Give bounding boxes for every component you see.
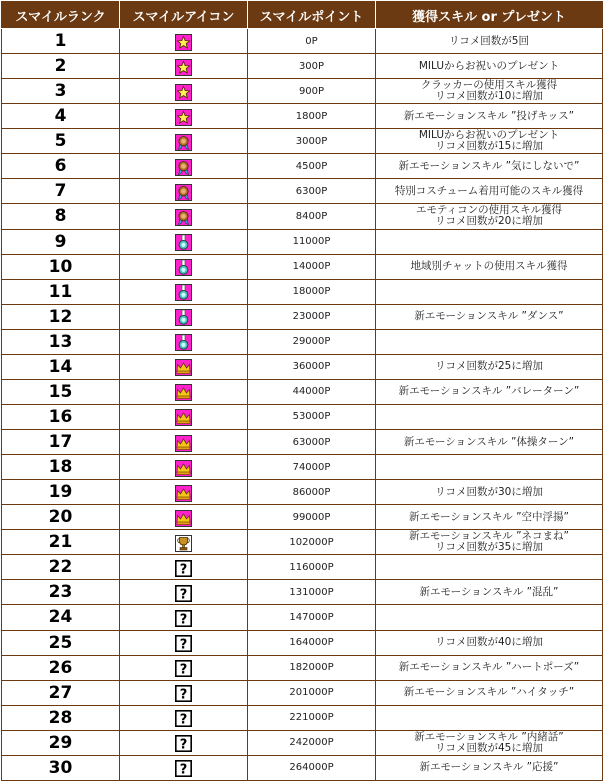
skill-or-present-cell [376,755,603,780]
smile-icon-cell [120,204,248,229]
smile-points-cell: 102000P [248,530,376,555]
medal-strap-icon [175,284,192,301]
medal-ribbon-icon [175,209,192,226]
smile-icon-cell [120,354,248,379]
skill-text: 新エモーションスキル ”応援” [419,761,559,774]
smile-rank-cell: 20 [2,505,120,530]
smile-points-cell: 264000P [248,755,376,780]
skill-or-present-cell [376,329,603,354]
smile-points-cell: 221000P [248,705,376,730]
star-icon [175,84,192,101]
smile-rank-cell: 30 [2,755,120,780]
table-row [2,630,603,655]
smile-rank-cell: 3 [2,79,120,104]
skill-text: MILUからお祝いのプレゼント [418,59,560,72]
skill-or-present-cell [376,705,603,730]
smile-rank-cell: 8 [2,204,120,229]
question-icon [175,635,192,652]
smile-points-cell: 99000P [248,505,376,530]
crown-icon [175,409,192,426]
skill-or-present-cell [376,505,603,530]
table-row [2,229,603,254]
smile-rank-cell: 29 [2,730,120,755]
table-row [2,379,603,404]
table-row [2,730,603,755]
smile-rank-cell: 5 [2,129,120,154]
smile-icon-cell [120,229,248,254]
skill-text: リコメ回数が5回 [449,34,529,47]
smile-points-cell: 23000P [248,304,376,329]
smile-rank-cell: 28 [2,705,120,730]
skill-text: MILUからお祝いのプレゼント [418,129,560,142]
skill-text: リコメ回数が25に増加 [435,360,543,373]
skill-or-present-cell [376,680,603,705]
table-row [2,29,603,54]
skill-text: 新エモーションスキル ”投げキッス” [403,109,575,122]
smile-rank-cell: 13 [2,329,120,354]
smile-points-cell: 4500P [248,154,376,179]
smile-points-cell: 147000P [248,605,376,630]
smile-rank-cell: 26 [2,655,120,680]
svg-text:?: ? [179,587,188,602]
smile-icon-cell [120,455,248,480]
smile-icon-cell [120,129,248,154]
question-icon [175,585,192,602]
smile-points-cell: 242000P [248,730,376,755]
medal-strap-icon [175,234,192,251]
svg-text:?: ? [179,712,188,728]
skill-or-present-cell [376,204,603,229]
question-icon [175,660,192,677]
smile-rank-cell: 21 [2,530,120,555]
smile-rank-cell: 22 [2,555,120,580]
star-icon [175,34,192,51]
smile-points-cell: 11000P [248,229,376,254]
smile-icon-cell [120,379,248,404]
table-row [2,480,603,505]
medal-strap-icon [175,334,192,351]
smile-icon-cell [120,29,248,54]
smile-points-cell: 36000P [248,354,376,379]
star-icon [175,59,192,76]
skill-or-present-cell [376,605,603,630]
table-row [2,329,603,354]
skill-or-present-cell [376,279,603,304]
skill-or-present-cell [376,29,603,54]
smile-rank-cell: 9 [2,229,120,254]
skill-text: 新エモーションスキル ”バレーターン” [398,385,580,398]
skill-or-present-cell [376,154,603,179]
smile-icon-cell [120,329,248,354]
smile-points-cell: 44000P [248,379,376,404]
crown-icon [175,435,192,452]
skill-text: リコメ回数が10に増加 [435,90,543,103]
skill-or-present-cell [376,430,603,455]
smile-points-cell: 6300P [248,179,376,204]
smile-icon-cell [120,680,248,705]
table-row [2,404,603,429]
svg-text:?: ? [179,763,188,778]
skill-text: リコメ回数が40に増加 [435,636,543,649]
skill-text: 特別コスチューム着用可能のスキル獲得 [394,184,584,197]
smile-rank-cell: 17 [2,430,120,455]
skill-or-present-cell [376,104,603,129]
smile-icon-cell [120,279,248,304]
skill-text: クラッカーの使用スキル獲得 [420,79,558,92]
crown-icon [175,359,192,376]
smile-icon-cell [120,705,248,730]
smile-points-cell: 300P [248,54,376,79]
skill-or-present-cell [376,580,603,605]
smile-rank-cell: 16 [2,404,120,429]
skill-text: 新エモーションスキル ”ダンス” [414,310,564,323]
smile-icon-cell [120,430,248,455]
table-row [2,254,603,279]
table-row [2,430,603,455]
smile-rank-cell: 7 [2,179,120,204]
smile-points-cell: 182000P [248,655,376,680]
header-smile-points: スマイルポイント [248,2,376,29]
skill-or-present-cell [376,304,603,329]
svg-text:?: ? [179,737,188,753]
header-smile-rank: スマイルランク [2,2,120,29]
skill-or-present-cell [376,354,603,379]
smile-points-cell: 3000P [248,129,376,154]
skill-or-present-cell [376,480,603,505]
smile-points-cell: 164000P [248,630,376,655]
skill-or-present-cell [376,630,603,655]
smile-rank-cell: 23 [2,580,120,605]
smile-icon-cell [120,655,248,680]
smile-rank-cell: 15 [2,379,120,404]
skill-text: 地域別チャットの使用スキル獲得 [410,260,568,273]
skill-or-present-cell [376,379,603,404]
table-row [2,555,603,580]
header-skill-or-present: 獲得スキル or プレゼント [376,2,603,29]
smile-points-cell: 131000P [248,580,376,605]
medal-ribbon-icon [175,184,192,201]
skill-or-present-cell [376,54,603,79]
skill-text: 新エモーションスキル ”混乱” [419,585,559,598]
smile-points-cell: 74000P [248,455,376,480]
smile-icon-cell [120,480,248,505]
smile-points-cell: 14000P [248,254,376,279]
smile-points-cell: 53000P [248,404,376,429]
smile-icon-cell [120,404,248,429]
crown-icon [175,384,192,401]
skill-or-present-cell [376,254,603,279]
skill-text: リコメ回数が35に増加 [435,541,543,554]
table-row [2,530,603,555]
table-row [2,655,603,680]
skill-or-present-cell [376,404,603,429]
table-row [2,129,603,154]
header-smile-icon: スマイルアイコン [120,2,248,29]
smile-points-cell: 63000P [248,430,376,455]
table-row [2,605,603,630]
smile-points-cell: 86000P [248,480,376,505]
question-icon [175,760,192,777]
smile-rank-cell: 27 [2,680,120,705]
question-icon [175,735,192,752]
skill-text: 新エモーションスキル ”体操ターン” [403,435,575,448]
skill-or-present-cell [376,179,603,204]
smile-rank-cell: 2 [2,54,120,79]
smile-rank-cell: 24 [2,605,120,630]
question-icon [175,685,192,702]
smile-icon-cell [120,630,248,655]
table-row [2,505,603,530]
smile-rank-cell: 25 [2,630,120,655]
smile-rank-table [1,1,603,781]
smile-points-cell: 900P [248,79,376,104]
skill-text: リコメ回数が20に増加 [435,215,543,228]
star-icon [175,109,192,126]
smile-rank-cell: 12 [2,304,120,329]
skill-or-present-cell [376,730,603,755]
smile-icon-cell [120,79,248,104]
table-row [2,154,603,179]
skill-or-present-cell [376,229,603,254]
smile-icon-cell [120,254,248,279]
smile-icon-cell [120,154,248,179]
smile-rank-cell: 11 [2,279,120,304]
table-row [2,354,603,379]
skill-text: 新エモーションスキル ”ネコまね” [409,530,569,543]
table-row [2,204,603,229]
smile-icon-cell [120,304,248,329]
medal-ribbon-icon [175,134,192,151]
smile-icon-cell [120,755,248,780]
skill-or-present-cell [376,455,603,480]
crown-icon [175,460,192,477]
question-icon [175,610,192,627]
skill-text: リコメ回数が30に増加 [435,485,543,498]
medal-strap-icon [175,259,192,276]
svg-text:?: ? [179,612,188,627]
table-row [2,455,603,480]
smile-rank-cell: 6 [2,154,120,179]
crown-icon [175,510,192,527]
smile-rank-cell: 10 [2,254,120,279]
skill-text: 新エモーションスキル ”ハートポーズ” [398,661,580,674]
table-row [2,304,603,329]
question-icon [175,560,192,577]
table-row [2,104,603,129]
table-row [2,54,603,79]
table-row [2,79,603,104]
skill-or-present-cell [376,655,603,680]
smile-rank-cell: 1 [2,29,120,54]
skill-text: 新エモーションスキル ”ハイタッチ” [403,686,575,699]
smile-icon-cell [120,54,248,79]
smile-points-cell: 18000P [248,279,376,304]
smile-icon-cell [120,580,248,605]
svg-text:?: ? [179,562,188,577]
question-icon [175,710,192,727]
smile-points-cell: 116000P [248,555,376,580]
trophy-icon [175,535,192,552]
skill-text: リコメ回数が45に増加 [435,741,543,754]
smile-icon-cell [120,605,248,630]
skill-text: エモティコンの使用スキル獲得 [415,204,563,217]
smile-icon-cell [120,179,248,204]
medal-strap-icon [175,309,192,326]
skill-or-present-cell [376,129,603,154]
smile-icon-cell [120,505,248,530]
smile-points-cell: 0P [248,29,376,54]
svg-text:?: ? [179,687,188,703]
smile-icon-cell [120,730,248,755]
smile-points-cell: 8400P [248,204,376,229]
svg-text:?: ? [179,662,188,678]
table-header-row [2,2,603,29]
table-row [2,279,603,304]
svg-text:?: ? [179,637,188,653]
smile-rank-cell: 4 [2,104,120,129]
table-row [2,755,603,780]
skill-or-present-cell [376,79,603,104]
smile-points-cell: 1800P [248,104,376,129]
crown-icon [175,485,192,502]
skill-text: 新エモーションスキル ”空中浮揚” [409,510,569,523]
skill-or-present-cell [376,555,603,580]
skill-text: 新エモーションスキル ”気にしないで” [398,159,580,172]
smile-icon-cell [120,530,248,555]
medal-ribbon-icon [175,159,192,176]
smile-points-cell: 29000P [248,329,376,354]
skill-or-present-cell [376,530,603,555]
table-row [2,179,603,204]
smile-points-cell: 201000P [248,680,376,705]
smile-rank-cell: 19 [2,480,120,505]
skill-text: 新エモーションスキル ”内緒話” [414,730,564,743]
skill-text: リコメ回数が15に増加 [435,140,543,153]
table-row [2,680,603,705]
smile-icon-cell [120,104,248,129]
table-row [2,705,603,730]
table-row [2,580,603,605]
smile-icon-cell [120,555,248,580]
smile-rank-cell: 14 [2,354,120,379]
smile-rank-cell: 18 [2,455,120,480]
